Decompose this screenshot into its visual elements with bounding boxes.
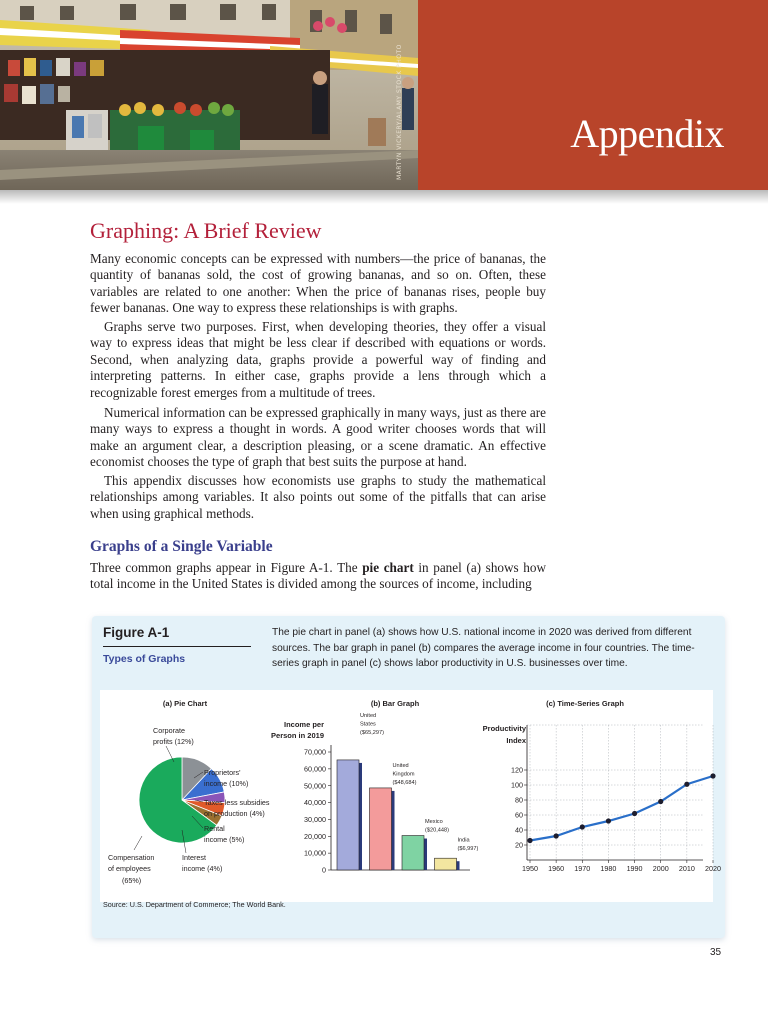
- bar-1: [370, 788, 392, 870]
- intro-text-after: in panel (a) shows how total income in the United States is divided among the sources of income, including: [90, 560, 546, 592]
- line-point-5: [658, 799, 663, 804]
- line-ytick-label-3: 80: [515, 795, 523, 805]
- bar-ytick-label-7: 70,000: [304, 747, 326, 757]
- page-number: 35: [710, 947, 722, 958]
- bar-label-1-2: ($48,684): [392, 779, 417, 786]
- intro-text-before: Three common graphs appear in Figure A-1. The: [90, 560, 363, 575]
- bar-3: [435, 858, 457, 870]
- productivity-points: [527, 773, 715, 843]
- label-taxes-line1: Taxes less subsidies: [204, 798, 270, 807]
- label-compensation-line1: Compensation: [108, 853, 155, 862]
- line-ytick-label-1: 40: [515, 825, 523, 835]
- label-interest-line1: Interest: [182, 853, 206, 862]
- line-ytick-label-5: 120: [511, 765, 523, 775]
- line-title: (c) Time-Series Graph: [546, 699, 624, 708]
- line-ytick-label-2: 60: [515, 810, 523, 820]
- line-point-7: [710, 773, 715, 778]
- line-xtick-label-6: 2010: [678, 864, 695, 873]
- figure-source: Source: U.S. Department of Commerce; The World Bank.: [103, 900, 286, 909]
- label-corporate-line2: profits (12%): [153, 737, 194, 746]
- line-ytick-label-0: 20: [515, 840, 523, 850]
- paragraph-1: Many economic concepts can be expressed with numbers—the price of bananas, the quantity of bananas sold, the cost of growing bananas, and so on. Often, these variables are related to one another: When the price of bananas rises, people buy fewer bananas. One way to express these relationships is with graphs.: [90, 251, 546, 316]
- pie-chart-term: pie chart: [362, 560, 414, 575]
- line-xtick-label-4: 1990: [626, 864, 643, 873]
- subsection-intro: [90, 560, 546, 593]
- bar-label-0-1: States: [360, 721, 376, 728]
- photo-credit: MARTYN VICKERY/ALAMY STOCK PHOTO: [396, 44, 403, 180]
- line-xtick-label-2: 1970: [574, 864, 591, 873]
- market-stall-photo: [0, 0, 418, 190]
- bar-ytick-label-2: 20,000: [304, 831, 326, 841]
- line-ylabel-line2: Index: [506, 736, 526, 745]
- header-shadow: [0, 190, 768, 204]
- figure-label: Figure A-1: [103, 625, 170, 640]
- bar-label-0-2: ($65,297): [360, 729, 384, 736]
- bar-label-3-0: India: [457, 837, 470, 844]
- line-point-4: [632, 811, 637, 816]
- bar-ylabel-line1: Income per: [283, 720, 324, 729]
- banner-title: Appendix: [570, 111, 724, 156]
- label-interest-line2: income (4%): [182, 864, 223, 873]
- label-compensation-line2: of employees: [108, 864, 151, 873]
- bar-0: [337, 760, 359, 870]
- label-compensation-line3: (65%): [122, 876, 142, 885]
- leader-compensation: [134, 836, 142, 850]
- bar-ylabel-line2: Person in 2019: [271, 731, 324, 740]
- label-corporate-line1: Corporate: [153, 726, 185, 735]
- label-proprietors-line1: Proprietors': [204, 768, 241, 777]
- bar-ytick-label-4: 40,000: [304, 798, 326, 808]
- bar-2: [402, 836, 424, 870]
- bar-label-3-1: ($6,997): [457, 846, 479, 852]
- line-point-1: [554, 833, 559, 838]
- line-xtick-label-1: 1960: [548, 864, 565, 873]
- line-xtick-label-7: 2020: [705, 864, 721, 873]
- label-taxes-line2: on production (4%): [204, 809, 265, 818]
- figure-rule: [103, 646, 251, 647]
- figure-subtitle: Types of Graphs: [103, 653, 186, 665]
- bar-label-0-0: United: [360, 712, 377, 719]
- bar-ytick-label-6: 60,000: [304, 764, 326, 774]
- subsection-title: Graphs of a Single Variable: [90, 538, 273, 555]
- line-point-6: [684, 782, 689, 787]
- label-proprietors-line2: income (10%): [204, 779, 249, 788]
- label-rental-line2: income (5%): [204, 835, 245, 844]
- bar-ytick-label-3: 30,000: [304, 815, 326, 825]
- line-xtick-label-5: 2000: [652, 864, 669, 873]
- line-grid: [527, 725, 713, 860]
- paragraph-2: Graphs serve two purposes. First, when developing theories, they offer a visual way to express ideas that might be less clear if described with equations or words. Second, when analyzing data, graphs provide a powerful way of finding and interpreting patterns. In either case, graphs provide a lens through which a recognizable forest emerges from a multitude of trees.: [90, 319, 546, 400]
- line-xtick-label-3: 1980: [600, 864, 617, 873]
- bar-ytick-label-5: 50,000: [304, 781, 326, 791]
- charts-svg: [100, 690, 721, 902]
- paragraph-3: Numerical information can be expressed graphically in many ways, just as there are many ways to express a thought in words. A good writer chooses words that will make an argument clear, a description pleasing, or a scene dramatic. An effective economist chooses the type of graph that best suits the purpose at hand.: [90, 405, 546, 470]
- bar-ytick-label-0: 0: [322, 865, 326, 875]
- figure-panels: [100, 690, 721, 902]
- bar-label-1-0: United: [392, 762, 409, 769]
- line-ylabel-line1: Productivity: [482, 724, 526, 733]
- paragraph-4: This appendix discusses how economists use graphs to study the mathematical relationships among variables. It also points out some of the pitfalls that can arise when using graphical methods.: [90, 473, 546, 521]
- pie-title: (a) Pie Chart: [162, 699, 208, 708]
- figure-a1: [92, 616, 725, 938]
- bar-label-2-0: Mexico: [425, 819, 443, 826]
- line-xtick-label-0: 1950: [522, 864, 538, 873]
- bar-title: (b) Bar Graph: [370, 699, 420, 708]
- section-title: Graphing: A Brief Review: [90, 218, 322, 243]
- label-rental-line1: Rental: [204, 824, 225, 833]
- line-point-3: [606, 818, 611, 823]
- bar-ytick-label-1: 10,000: [304, 848, 326, 858]
- bar-ticks: [304, 748, 331, 875]
- line-ytick-label-4: 100: [511, 780, 523, 790]
- line-point-2: [580, 824, 585, 829]
- bar-label-1-1: Kingdom: [392, 771, 415, 778]
- bar-label-2-1: ($20,448): [425, 827, 449, 834]
- line-point-0: [527, 838, 532, 843]
- figure-caption: The pie chart in panel (a) shows how U.S. national income in 2020 was derived from different sources. The bar graph in panel (b) compares the average income in four countries. The time-series graph in panel (c) shows labor productivity in U.S. businesses over time.: [272, 627, 695, 669]
- appendix-banner: [418, 0, 768, 190]
